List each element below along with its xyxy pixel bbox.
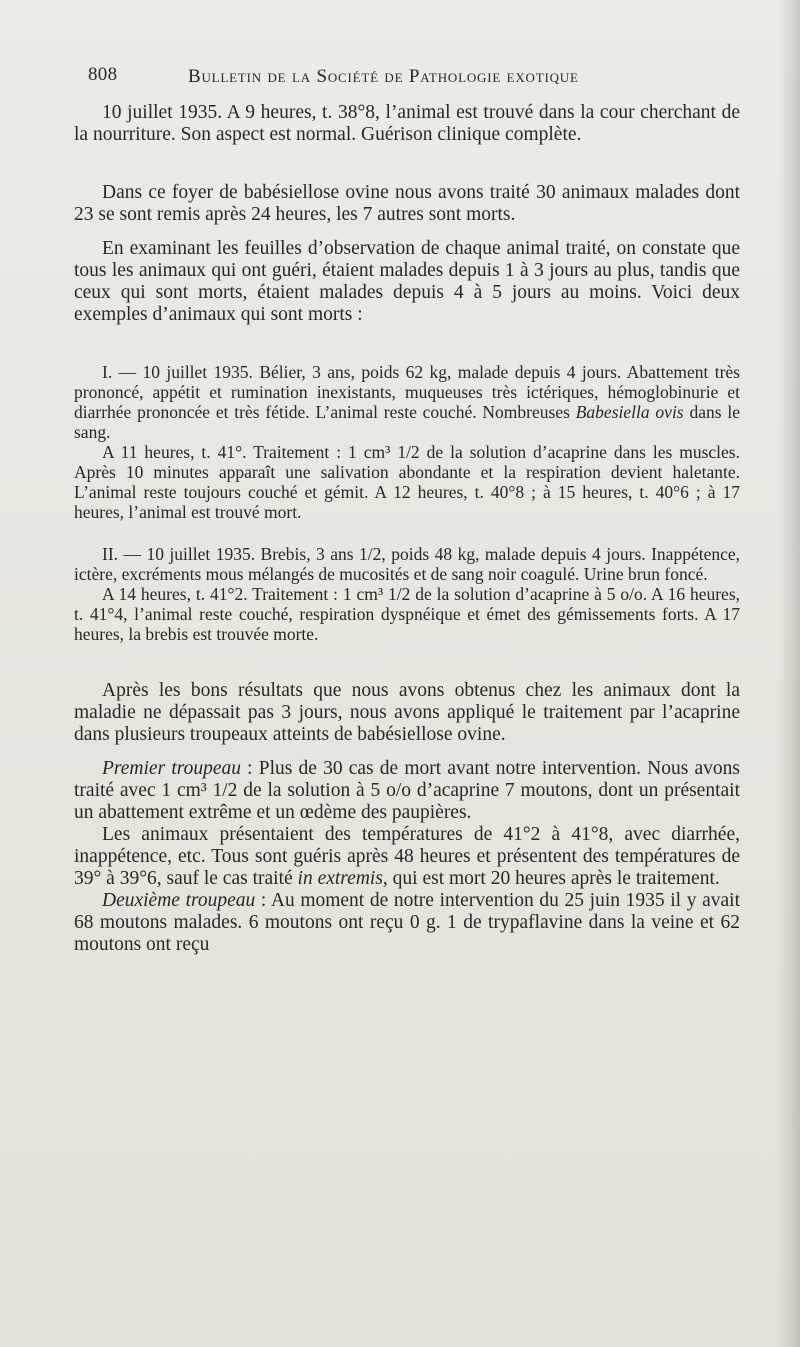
paragraph-application: Après les bons résultats que nous avons obtenus chez les animaux dont la maladie ne dépassait pas 3 jours, nous avons appliqué le traitement par l’acaprine dans plusieurs troupeaux atteints de babésiellose ovine.	[74, 680, 740, 745]
case-1-description: I. — 10 juillet 1935. Bélier, 3 ans, poids 62 kg, malade depuis 4 jours. Abattement très prononcé, appétit et rumination inexistants, muqueuses très ictériques, hémoglobinurie et diarrhée prononcée et très fétide. L’animal reste couché. Nombreuses Babesiella ovis dans le sang.	[74, 362, 740, 442]
species-name: Babesiella ovis	[575, 402, 684, 422]
paragraph-observation: En examinant les feuilles d’observation de chaque animal traité, on constate que tous les animaux qui ont guéri, étaient malades depuis 1 à 3 jours au plus, tandis que ceux qui sont morts, étaient malades depuis 4 à 5 jours au moins. Voici deux exemples d’animaux qui sont morts :	[74, 238, 740, 325]
article-body	[74, 102, 740, 956]
page-edge-shadow	[778, 0, 800, 1347]
paragraph-first-herd-results: Les animaux présentaient des températures de 41°2 à 41°8, avec diarrhée, inappétence, etc. Tous sont guéris après 48 heures et présentent des températures de 39° à 39°6, sauf le cas traité in extremis, qui est mort 20 heures après le traitement.	[74, 824, 740, 889]
paragraph-second-herd: Deuxième troupeau : Au moment de notre intervention du 25 juin 1935 il y avait 68 moutons malades. 6 moutons ont reçu 0 g. 1 de trypaflavine dans la veine et 62 moutons ont reçu	[74, 890, 740, 955]
case-2-treatment: A 14 heures, t. 41°2. Traitement : 1 cm³ 1/2 de la solution d’acaprine à 5 o/o. A 16 heures, t. 41°4, l’animal reste couché, respiration dyspnéique et émet des gémissements forts. A 17 heures, la brebis est trouvée morte.	[74, 584, 740, 644]
case-2	[74, 544, 740, 644]
case-1-treatment: A 11 heures, t. 41°. Traitement : 1 cm³ 1/2 de la solution d’acaprine dans les muscles. Après 10 minutes apparaît une salivation abondante et la respiration devient haletante. L’animal reste toujours couché et gémit. A 12 heures, t. 40°8 ; à 15 heures, t. 40°6 ; à 17 heures, l’animal est trouvé mort.	[74, 442, 740, 522]
page-number: 808	[88, 64, 118, 85]
paragraph-case-end: 10 juillet 1935. A 9 heures, t. 38°8, l’animal est trouvé dans la cour cherchant de la nourriture. Son aspect est normal. Guérison clinique complète.	[74, 102, 740, 145]
case-2-description: II. — 10 juillet 1935. Brebis, 3 ans 1/2, poids 48 kg, malade depuis 4 jours. Inappétence, ictère, excréments mous mélangés de mucosités et de sang noir coagulé. Urine brun foncé.	[74, 544, 740, 584]
paragraph-first-herd: Premier troupeau : Plus de 30 cas de mort avant notre intervention. Nous avons traité avec 1 cm³ 1/2 de la solution à 5 o/o d’acaprine 7 moutons, dont un présentait un abattement extrême et un œdème des paupières.	[74, 758, 740, 823]
case-1	[74, 362, 740, 522]
paragraph-summary: Dans ce foyer de babésiellose ovine nous avons traité 30 animaux malades dont 23 se sont remis après 24 heures, les 7 autres sont morts.	[74, 182, 740, 225]
running-title: Bulletin de la Société de Pathologie exotique	[188, 66, 579, 87]
